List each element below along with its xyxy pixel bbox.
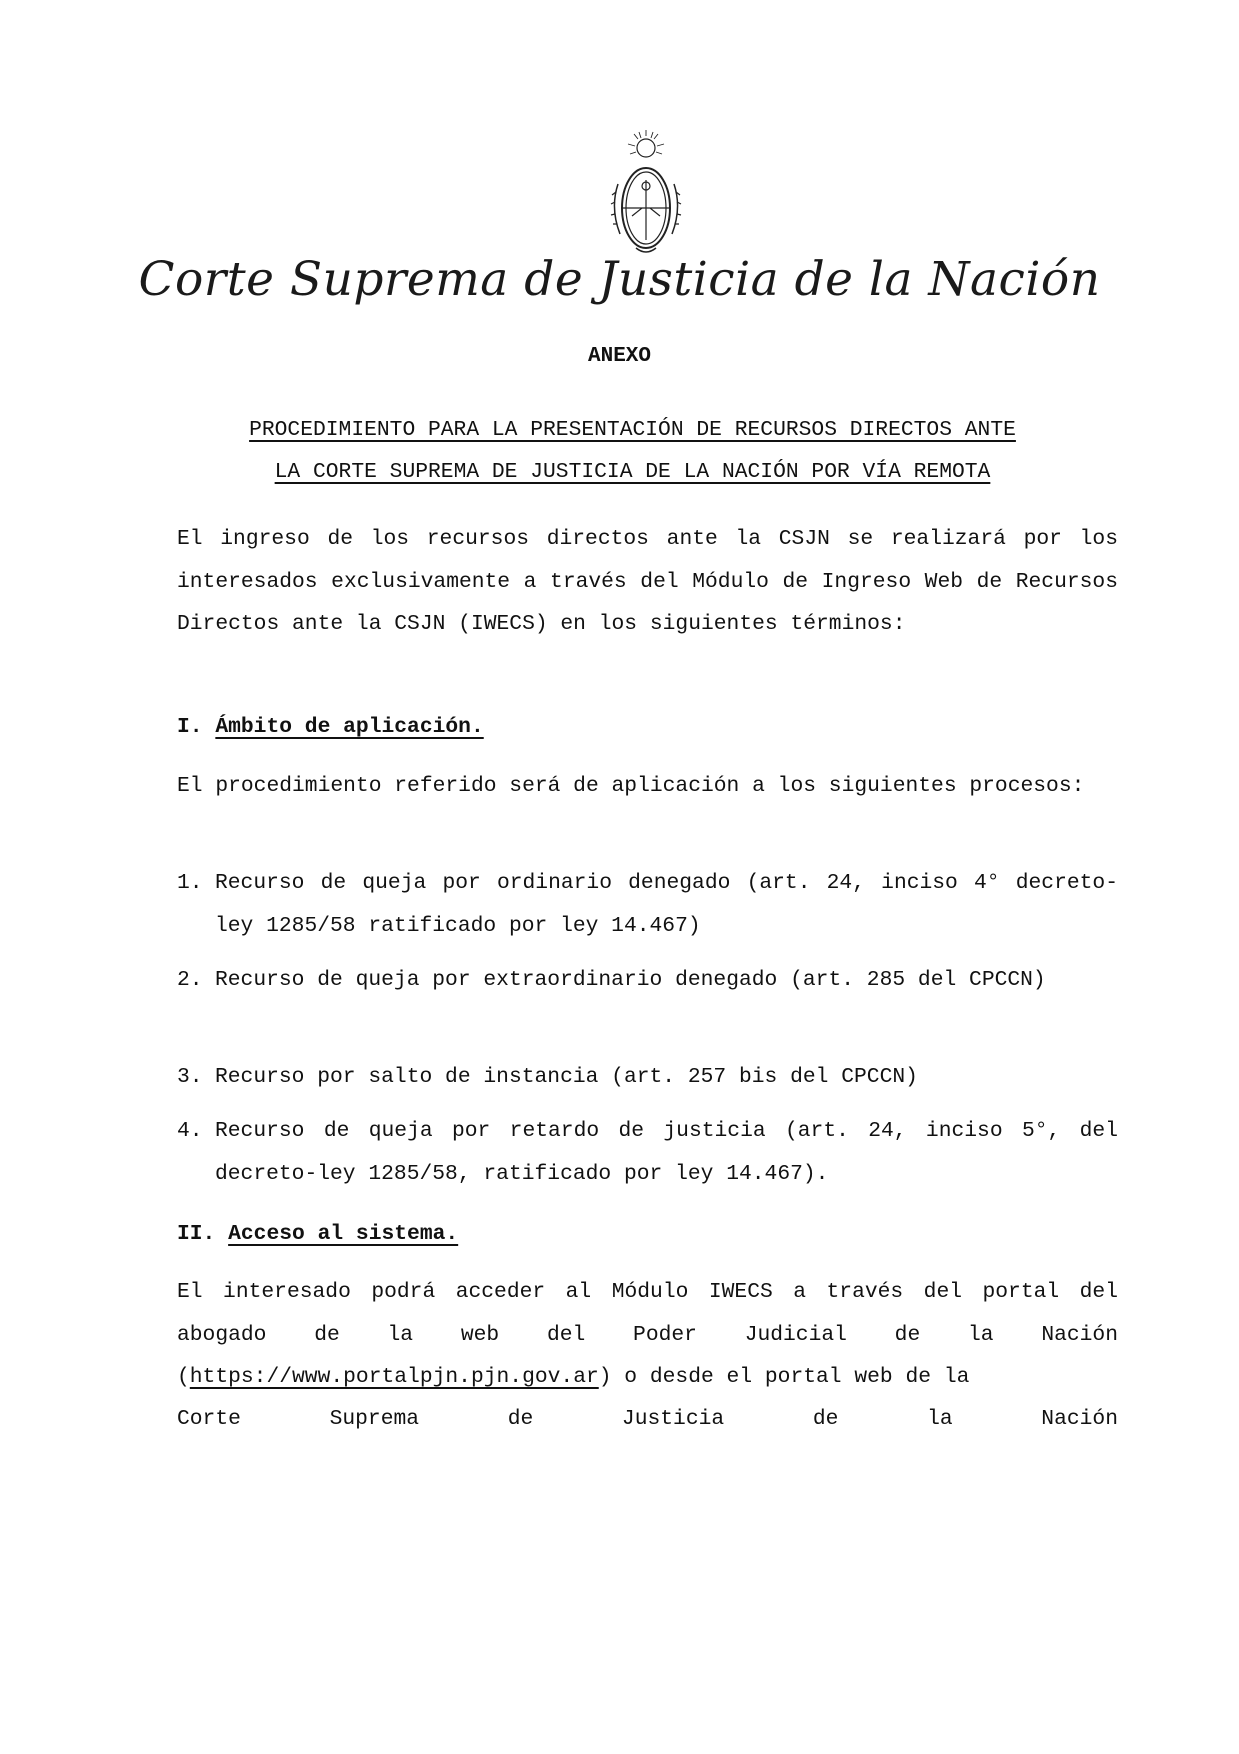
section-2-heading bbox=[177, 1222, 458, 1246]
portal-pjn-link[interactable]: https://www.portalpjn.pjn.gov.ar bbox=[189, 1365, 599, 1389]
list-item-text: Recurso de queja por ordinario denegado (art. 24, inciso 4° decreto-ley 1285/58 ratificado por ley 14.467) bbox=[215, 871, 1118, 938]
list-item-text: Recurso por salto de instancia (art. 257 bis del CPCCN) bbox=[215, 1065, 918, 1089]
list-item-number: 3. bbox=[177, 1065, 203, 1089]
section-1-heading bbox=[177, 715, 484, 739]
procedure-title bbox=[175, 409, 1090, 493]
section-2-last-line: Corte Suprema de Justicia de la Nación bbox=[177, 1407, 1118, 1431]
section-1-paragraph: El procedimiento referido será de aplicación a los siguientes procesos: bbox=[177, 774, 1085, 798]
section-2-number: II. bbox=[177, 1222, 216, 1246]
section-2-text-part-2: ) o desde el portal web de la bbox=[598, 1365, 970, 1389]
section-2-paragraph bbox=[177, 1271, 1118, 1399]
procedure-title-line-1: PROCEDIMIENTO PARA LA PRESENTACIÓN DE RECURSOS DIRECTOS ANTE bbox=[249, 418, 1016, 442]
list-item-number: 4. bbox=[177, 1119, 203, 1143]
section-2-text-part-1: El interesado podrá acceder al Módulo IWECS a través del portal del abogado de la web del Poder Judicial de la Nación ( bbox=[177, 1280, 1118, 1389]
list-item-number: 2. bbox=[177, 968, 203, 992]
list-item-text: Recurso de queja por retardo de justicia (art. 24, inciso 5°, del decreto-ley 1285/58, ratificado por ley 14.467). bbox=[215, 1119, 1118, 1186]
intro-paragraph: El ingreso de los recursos directos ante la CSJN se realizará por los interesados exclusivamente a través del Módulo de Ingreso Web de Recursos Directos ante la CSJN (IWECS) en los siguientes términos: bbox=[177, 527, 1118, 636]
section-1-title: Ámbito de aplicación. bbox=[215, 715, 484, 739]
list-item-number: 1. bbox=[177, 871, 203, 895]
list-item bbox=[177, 959, 1118, 1002]
list-item bbox=[177, 1056, 1118, 1099]
list-item bbox=[177, 862, 1118, 947]
section-2-title: Acceso al sistema. bbox=[228, 1222, 459, 1246]
coat-of-arms-icon bbox=[606, 128, 686, 262]
list-item bbox=[177, 1110, 1118, 1195]
anexo-heading: ANEXO bbox=[587, 345, 651, 368]
procedure-title-line-2: LA CORTE SUPREMA DE JUSTICIA DE LA NACIÓN POR VÍA REMOTA bbox=[274, 460, 991, 484]
list-item-text: Recurso de queja por extraordinario denegado (art. 285 del CPCCN) bbox=[215, 968, 1046, 992]
section-1-number: I. bbox=[177, 715, 203, 739]
court-name-header: Corte Suprema de Justicia de la Nación bbox=[138, 252, 1101, 307]
